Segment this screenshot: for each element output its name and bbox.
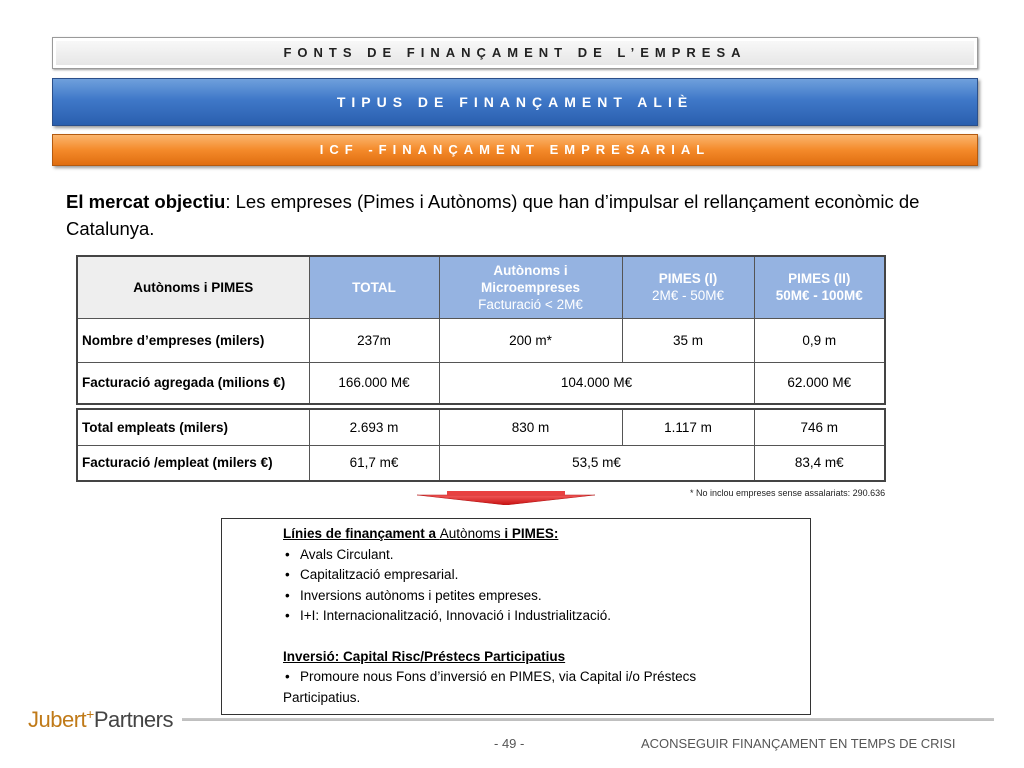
list-item: • I+I: Internacionalització, Innovació i Industrialització. <box>283 606 783 627</box>
cell-pimes2: 62.000 M€ <box>754 362 885 404</box>
row-label: Nombre d’empreses (milers) <box>77 318 309 362</box>
box-title <box>283 524 783 545</box>
jubert-partners-logo <box>28 706 173 733</box>
list-item-continuation: Participatius. <box>283 689 361 705</box>
investment-list <box>283 667 783 688</box>
cell-pimes2: 746 m <box>754 409 885 445</box>
cell-pimes1: 35 m <box>622 318 754 362</box>
cell-micro: 200 m* <box>439 318 622 362</box>
header-pimes2-l2: 50M€ - 100M€ <box>775 288 863 304</box>
intro-bold: El mercat objectiu <box>66 191 226 212</box>
row-label: Total empleats (milers) <box>77 409 309 445</box>
header-total: TOTAL <box>309 256 439 318</box>
header-micro-l2: Microempreses <box>480 279 581 295</box>
list-item: • Inversions autònoms i petites empreses. <box>283 586 783 607</box>
table-row <box>77 409 885 445</box>
cell-micro-pimes1-merged: 104.000 M€ <box>439 362 754 404</box>
section-banner-fonts: FONTS DE FINANÇAMENT DE L’EMPRESA <box>52 37 978 69</box>
market-table <box>76 255 886 405</box>
down-arrow-icon <box>417 491 595 505</box>
section-banner-icf: ICF -FINANÇAMENT EMPRESARIAL <box>52 134 978 166</box>
cell-total: 2.693 m <box>309 409 439 445</box>
cell-total: 166.000 M€ <box>309 362 439 404</box>
financing-lines-box <box>221 518 811 715</box>
row-label: Facturació agregada (milions €) <box>77 362 309 404</box>
header-pimes2-l1: PIMES (II) <box>788 271 851 287</box>
footer-divider <box>182 718 994 721</box>
table-row <box>77 362 885 404</box>
header-micro-l3: Facturació < 2M€ <box>478 296 583 312</box>
cell-pimes2: 83,4 m€ <box>754 445 885 481</box>
table-row <box>77 445 885 481</box>
box-title-2: Inversió: Capital Risc/Préstecs Participatius <box>283 648 566 664</box>
cell-total: 61,7 m€ <box>309 445 439 481</box>
header-pimes2 <box>754 256 885 318</box>
cell-pimes2: 0,9 m <box>754 318 885 362</box>
header-pimes1 <box>622 256 754 318</box>
header-pimes1-l2: 2M€ - 50M€ <box>651 288 725 304</box>
header-pimes1-l1: PIMES (I) <box>658 271 718 287</box>
header-micro <box>439 256 622 318</box>
box-title-c: i PIMES: <box>500 526 559 541</box>
box-title-b: Autònoms <box>439 526 501 541</box>
table-header-row <box>77 256 885 318</box>
page-number: - 49 - <box>494 736 525 751</box>
logo-jubert: Jubert <box>28 707 87 732</box>
intro-text: : Les empreses (Pimes i Autònoms) que han d’impulsar el rellançament econòmic de Catalunya. <box>66 191 920 239</box>
footer-title: ACONSEGUIR FINANÇAMENT EN TEMPS DE CRISI <box>641 736 956 751</box>
list-item: • Promoure nous Fons d’inversió en PIMES, via Capital i/o Préstecs <box>283 667 783 688</box>
section-banner-tipus: TIPUS DE FINANÇAMENT ALIÈ <box>52 78 978 126</box>
row-label: Facturació /empleat (milers €) <box>77 445 309 481</box>
list-item: • Avals Circulant. <box>283 545 783 566</box>
header-micro-l1: Autònoms i <box>493 262 568 278</box>
financing-list <box>283 545 783 627</box>
cell-pimes1: 1.117 m <box>622 409 754 445</box>
logo-plus: + <box>86 706 94 722</box>
footnote: * No inclou empreses sense assalariats: 290.636 <box>690 488 886 498</box>
intro-paragraph <box>66 188 946 242</box>
cell-micro: 830 m <box>439 409 622 445</box>
cell-total: 237m <box>309 318 439 362</box>
header-autonoms-pimes: Autònoms i PIMES <box>77 256 309 318</box>
employees-table <box>76 408 886 482</box>
table-row <box>77 318 885 362</box>
logo-partners: Partners <box>93 707 173 732</box>
box-title-a: Línies de finançament a <box>283 526 440 541</box>
cell-micro-pimes1-merged: 53,5 m€ <box>439 445 754 481</box>
list-item: • Capitalització empresarial. <box>283 565 783 586</box>
